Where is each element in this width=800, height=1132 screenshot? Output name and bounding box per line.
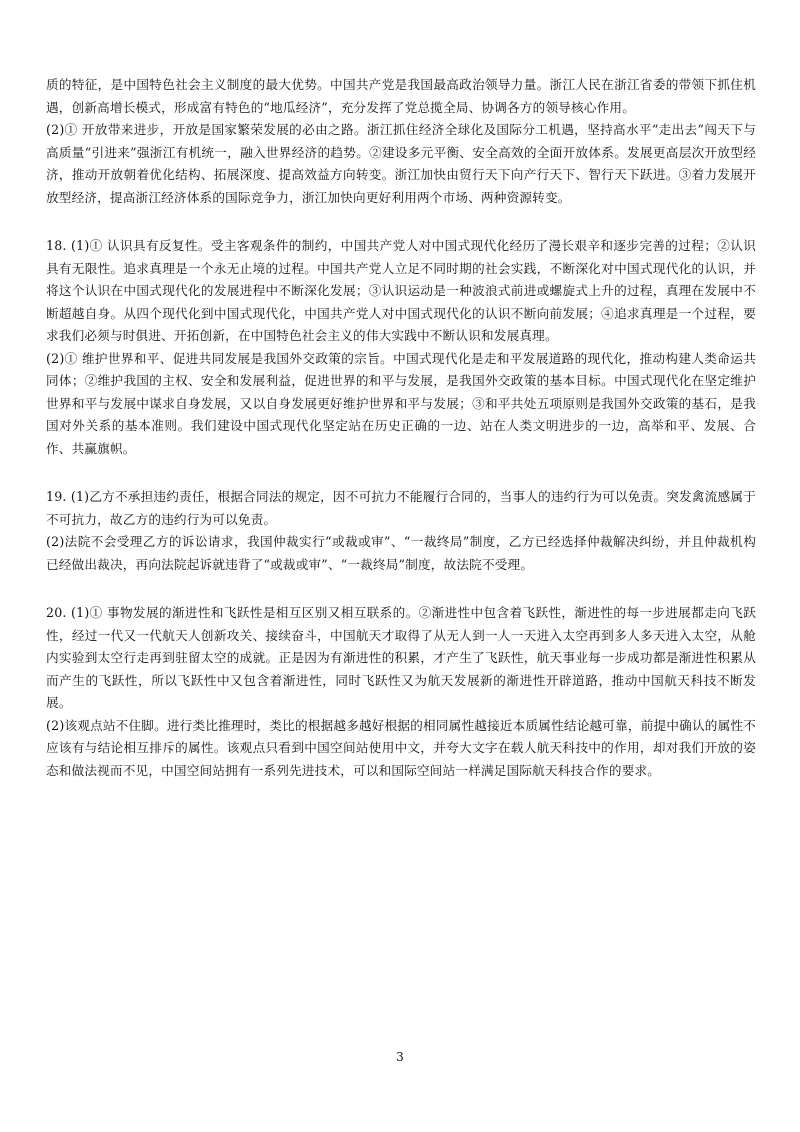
q18-part-2: (2)① 维护世界和平、促进共同发展是我国外交政策的宗旨。中国式现代化是走和平发展道路的现代化，推动构建人类命运共同体；②维护我国的主权、安全和发展利益，促进世界的和平与发展，是我国外交政策的基本目标。中国式现代化在坚定维护世界和平与发展中谋求自身发展，又以自身发展更好维护世界和平与发展；③和平共处五项原则是我国外交政策的基石，是我国对外关系的基本准则。我们建设中国式现代化坚定站在历史正确的一边、站在人类文明进步的一边，高举和平、发展、合作、共赢旗帜。 <box>46 350 756 456</box>
q20-part-2: (2)该观点站不住脚。进行类比推理时，类比的根据越多越好根据的相同属性越接近本质属性结论越可靠，前提中确认的属性不应该有与结论相互排斥的属性。该观点只看到中国空间站使用中文，并夸大文字在载人航天科技中的作用，却对我们开放的姿态和做法视而不见，中国空间站拥有一系列先进技术，可以和国际空间站一样满足国际航天科技合作的要求。 <box>46 717 756 778</box>
question-18-section <box>46 235 756 460</box>
page-content <box>46 74 756 782</box>
q20-part-1: 20. (1)① 事物发展的渐进性和飞跃性是相互区别又相互联系的。②渐进性中包含着飞跃性，渐进性的每一步进展都走向飞跃性，经过一代又一代航天人创新攻关、接续奋斗，中国航天才取得了从无人到一人一天进入太空再到多人多天进入太空，从舱内实验到太空行走再到驻留太空的成就。正是因为有渐进性的积累，才产生了飞跃性，航天事业每一步成功都是渐进性积累从而产生的飞跃性，所以飞跃性中又包含着渐进性，同时飞跃性又为航天发展新的渐进性开辟道路，推动中国航天科技不断发展。 <box>46 605 756 710</box>
section-gap <box>46 460 756 486</box>
q18-part-1: 18. (1)① 认识具有反复性。受主客观条件的制约，中国共产党人对中国式现代化经历了漫长艰辛和逐步完善的过程；②认识具有无限性。追求真理是一个永无止境的过程。中国共产党人立足不同时期的社会实践，不断深化对中国式现代化的认识，并将这个认识在中国式现代化的发展进程中不断深化发展；③认识运动是一种波浪式前进或螺旋式上升的过程，真理在发展中不断超越自身。从四个现代化到中国式现代化，中国共产党人对中国式现代化的认识不断向前发展；④追求真理是一个过程，要求我们必须与时俱进、开拓创新，在中国特色社会主义的伟大实践中不断认识和发展真理。 <box>46 238 756 343</box>
section-gap <box>46 209 756 235</box>
intro-paragraph-2: (2)① 开放带来进步，开放是国家繁荣发展的必由之路。浙江抓住经济全球化及国际分工机遇，坚持高水平“走出去”闯天下与高质量“引进来”强浙江有机统一，融入世界经济的趋势。②建设多元平衡、安全高效的全面开放体系。发展更高层次开放型经济，推动开放朝着优化结构、拓展深度、提高效益方向转变。浙江加快由贸行天下向产行天下、智行天下跃进。③着力发展开放型经济，提高浙江经济体系的国际竞争力，浙江加快向更好利用两个市场、两种资源转变。 <box>46 122 756 205</box>
question-19-section <box>46 486 756 576</box>
section-gap <box>46 576 756 602</box>
q19-part-1: 19. (1)乙方不承担违约责任，根据合同法的规定，因不可抗力不能履行合同的，当事人的违约行为可以免责。突发禽流感属于不可抗力，故乙方的违约行为可以免责。 <box>46 489 756 527</box>
intro-section <box>46 74 756 209</box>
question-20-section <box>46 602 756 782</box>
intro-paragraph-1: 质的特征，是中国特色社会主义制度的最大优势。中国共产党是我国最高政治领导力量。浙江人民在浙江省委的带领下抓住机遇，创新高增长模式，形成富有特色的“地瓜经济”，充分发挥了党总揽全局、协调各方的领导核心作用。 <box>46 77 756 115</box>
page-number: 3 <box>396 1050 404 1064</box>
q19-part-2: (2)法院不会受理乙方的诉讼请求，我国仲裁实行“或裁或审”、“一裁终局”制度，乙方已经选择仲裁解决纠纷，并且仲裁机构已经做出裁决，再向法院起诉就违背了“或裁或审”、“一裁终局”制度，故法院不受理。 <box>46 534 756 572</box>
